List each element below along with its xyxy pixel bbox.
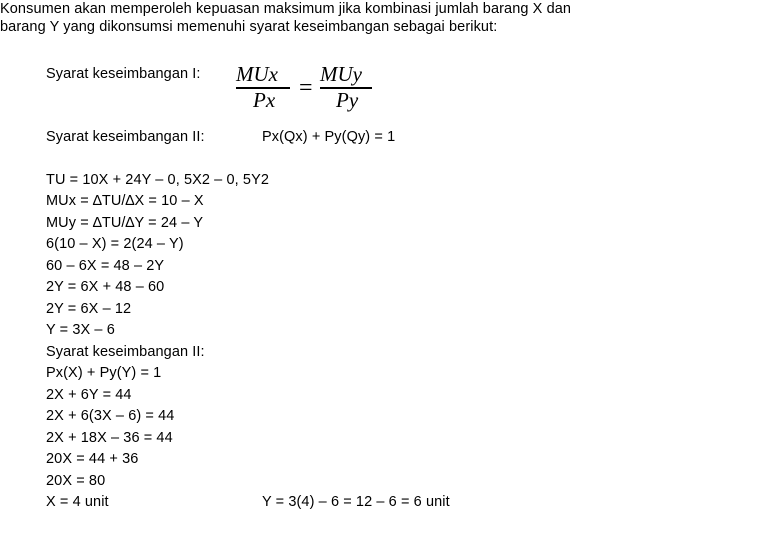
condition-2-formula: Px(Qx) + Py(Qy) = 1 xyxy=(262,129,396,145)
step-line: Y = 3X – 6 xyxy=(46,322,115,338)
step-line: 20X = 80 xyxy=(46,473,106,489)
intro-line-2: barang Y yang dikonsumsi memenuhi syarat keseimbangan sebagai berikut: xyxy=(0,19,498,35)
step-line: 20X = 44 + 36 xyxy=(46,451,139,467)
step-line: MUy = ∆TU/∆Y = 24 – Y xyxy=(46,215,204,231)
step-line: X = 4 unit xyxy=(46,494,109,510)
condition-2-label: Syarat keseimbangan II: xyxy=(46,129,205,145)
equals-sign: = xyxy=(299,75,313,101)
condition-1-label: Syarat keseimbangan I: xyxy=(46,66,201,82)
step-line: 2X + 18X – 36 = 44 xyxy=(46,430,173,446)
fraction-numerator: MUx xyxy=(236,62,278,86)
fraction-denominator: Py xyxy=(336,88,359,112)
step-line: 2Y = 6X – 12 xyxy=(46,301,132,317)
intro-paragraph xyxy=(0,0,690,36)
intro-line-1: Konsumen akan memperoleh kepuasan maksimum jika kombinasi jumlah barang X dan xyxy=(0,1,572,17)
step-line: 60 – 6X = 48 – 2Y xyxy=(46,258,165,274)
fraction-denominator: Px xyxy=(253,88,276,112)
step-line: 2X + 6Y = 44 xyxy=(46,387,132,403)
step-line: 6(10 – X) = 2(24 – Y) xyxy=(46,236,184,252)
step-line: Px(X) + Py(Y) = 1 xyxy=(46,365,162,381)
step-line: TU = 10X + 24Y – 0, 5X2 – 0, 5Y2 xyxy=(46,172,270,188)
fraction-numerator: MUy xyxy=(320,62,362,86)
step-line: 2Y = 6X + 48 – 60 xyxy=(46,279,165,295)
step-line: Syarat keseimbangan II: xyxy=(46,344,205,360)
result-y: Y = 3(4) – 6 = 12 – 6 = 6 unit xyxy=(262,494,450,510)
step-line: MUx = ∆TU/∆X = 10 – X xyxy=(46,193,204,209)
step-line: 2X + 6(3X – 6) = 44 xyxy=(46,408,175,424)
